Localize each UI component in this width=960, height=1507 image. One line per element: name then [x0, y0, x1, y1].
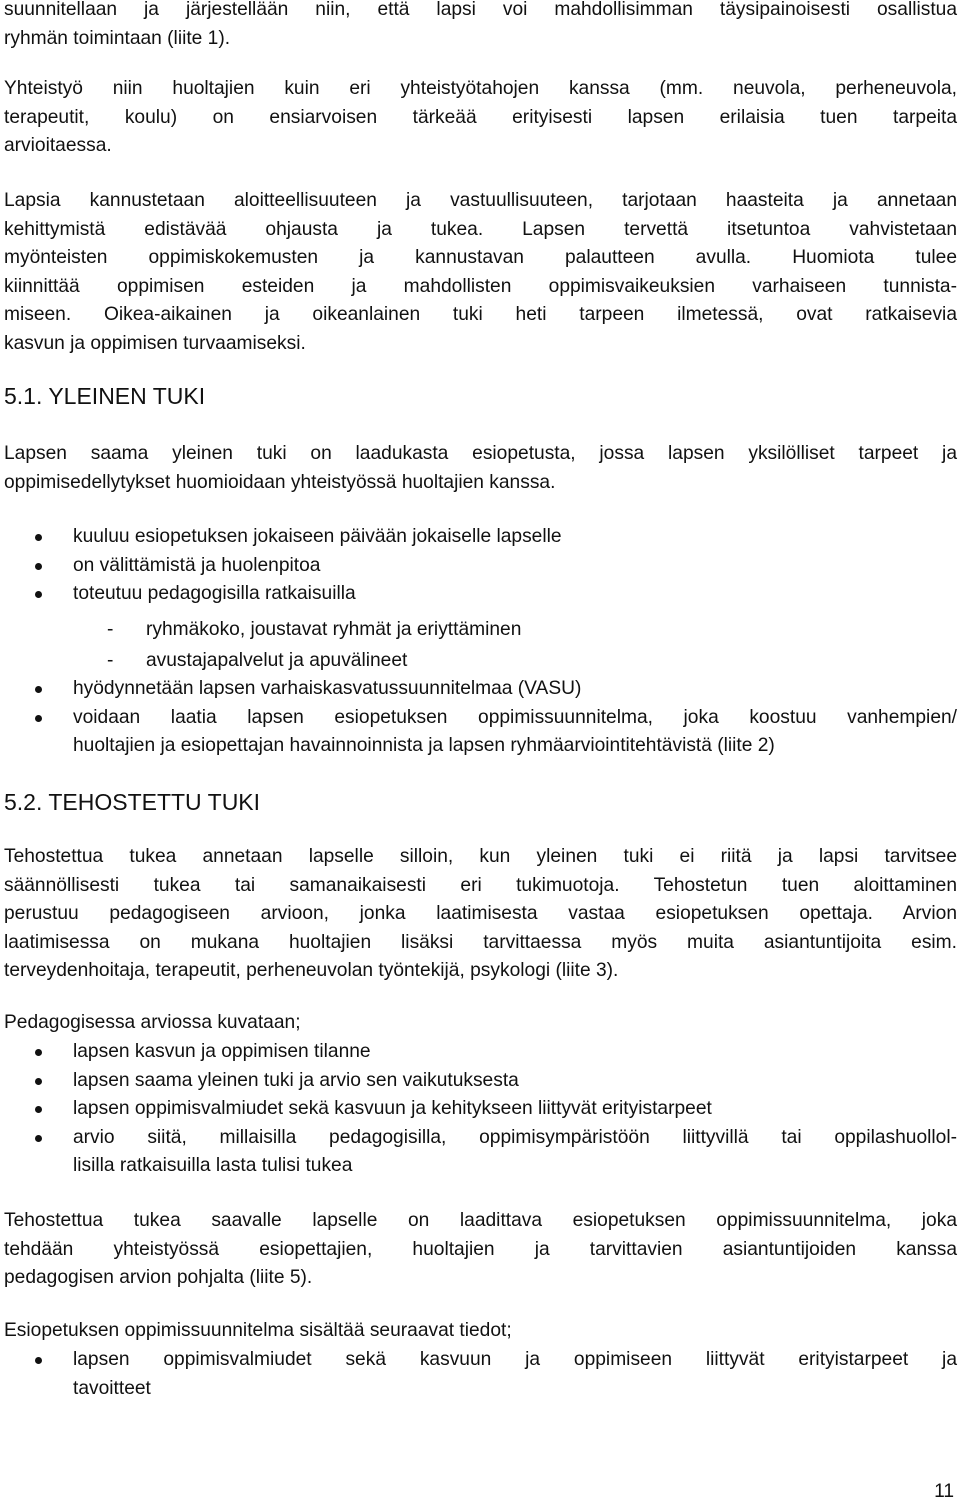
text-line: Lapsia kannustetaan aloitteellisuuteen ja vastuullisuuteen, tarjotaan haasteita ja annetaan — [4, 190, 957, 211]
list-item: lapsen oppimisvalmiudet sekä kasvuun ja kehitykseen liittyvät erityistarpeet — [4, 1095, 957, 1124]
bullet-list-vasu — [4, 675, 957, 761]
text-line: ryhmän toimintaan (liite 1). — [4, 27, 231, 49]
bullet-icon — [35, 1106, 42, 1113]
page-number: 11 — [934, 1481, 954, 1502]
paragraph-encouragement — [4, 187, 957, 358]
section-heading-tehostettu-tuki: 5.2. TEHOSTETTU TUKI — [4, 789, 261, 815]
paragraph-continuation — [4, 0, 957, 53]
list-item: - avustajapalvelut ja apuvälineet — [4, 645, 957, 676]
text-line: voidaan laatia lapsen esiopetuksen oppimissuunnitelma, joka koostuu vanhempien/ — [73, 706, 957, 728]
paragraph-cooperation — [4, 75, 957, 161]
text-line: suunnitellaan ja järjestellään niin, että lapsi voi mahdollisimman täysipainoisesti osallistua — [4, 0, 957, 20]
bullet-icon — [35, 591, 42, 598]
paragraph-yleinen-tuki-intro — [4, 440, 957, 497]
text-line: Yhteistyö niin huoltajien kuin eri yhteistyötahojen kanssa (mm. neuvola, perheneuvola, — [4, 78, 957, 99]
bullet-icon — [35, 1049, 42, 1056]
dash-list-pedagogical-solutions — [4, 614, 957, 676]
text-line: Tehostettua tukea annetaan lapselle silloin, kun yleinen tuki ei riitä ja lapsi tarvitsee — [4, 846, 957, 867]
text-line: lapsen oppimisvalmiudet sekä kasvuun ja oppimiseen liittyvät erityistarpeet ja — [73, 1349, 957, 1370]
text-line: tehdään yhteistyössä esiopettajien, huoltajien ja tarvittavien asiantuntijoiden kanssa — [4, 1238, 957, 1260]
text-line: terveydenhoitaja, terapeutit, perheneuvolan työntekijä, psykologi (liite 3). — [4, 960, 619, 981]
text-line: kasvun ja oppimisen turvaamiseksi. — [4, 332, 306, 354]
text-line: arvioitaessa. — [4, 135, 112, 156]
paragraph-arvio-intro — [4, 1009, 957, 1038]
dash-icon: - — [107, 619, 114, 640]
text-line: kiinnittää oppimisen esteiden ja mahdollisten oppimisvaikeuksien varhaiseen tunnista- — [4, 275, 957, 297]
list-item: lapsen saama yleinen tuki ja arvio sen vaikutuksesta — [4, 1067, 957, 1096]
bullet-list-pedagogical-assessment — [4, 1038, 957, 1181]
bullet-icon — [35, 686, 42, 693]
bullet-list-yleinen-tuki — [4, 523, 957, 609]
text-line: Esiopetuksen oppimissuunnitelma sisältää seuraavat tiedot; — [4, 1320, 512, 1341]
text-line: tavoitteet — [73, 1377, 151, 1399]
text-line: laatimisessa on mukana huoltajien lisäksi tarvittaessa myös muita asiantuntijoita esim. — [4, 931, 957, 953]
text-line: säännöllisesti tukea tai samanaikaisesti eri tukimuotoja. Tehostetun tuen aloittaminen — [4, 874, 957, 896]
text-line: Lapsen saama yleinen tuki on laadukasta esiopetusta, jossa lapsen yksilölliset tarpeet ja — [4, 443, 957, 464]
paragraph-oppimissuunnitelma — [4, 1207, 957, 1293]
text-line: perustuu pedagogiseen arvioon, jonka laatimisesta vastaa esiopetuksen opettaja. Arvion — [4, 903, 957, 924]
text-line: huoltajien ja esiopettajan havainnoinnista ja lapsen ryhmäarviointitehtävistä (liite 2) — [73, 735, 775, 756]
list-item: - ryhmäkoko, joustavat ryhmät ja eriyttäminen — [4, 614, 957, 645]
list-item: hyödynnetään lapsen varhaiskasvatussuunnitelmaa (VASU) — [4, 675, 957, 704]
list-item: on välittämistä ja huolenpitoa — [4, 552, 957, 581]
bullet-icon — [35, 1135, 42, 1142]
list-item: lapsen kasvun ja oppimisen tilanne — [4, 1038, 957, 1067]
list-item — [4, 1124, 957, 1181]
text-line: Pedagogisessa arviossa kuvataan; — [4, 1012, 301, 1033]
text-line: kehittymistä edistävää ohjausta ja tukea. Lapsen tervettä itsetuntoa vahvistetaan — [4, 218, 957, 240]
list-item: toteutuu pedagogisilla ratkaisuilla — [4, 580, 957, 609]
bullet-icon — [35, 534, 42, 541]
list-item: kuuluu esiopetuksen jokaiseen päivään jokaiselle lapselle — [4, 523, 957, 552]
dash-icon: - — [107, 650, 114, 671]
text-line: lisilla ratkaisuilla lasta tulisi tukea — [73, 1155, 353, 1176]
text-line: oppimisedellytykset huomioidaan yhteistyössä huoltajien kanssa. — [4, 471, 556, 493]
text-line: miseen. Oikea-aikainen ja oikeanlainen tuki heti tarpeen ilmetessä, ovat ratkaisevia — [4, 304, 957, 325]
bullet-icon — [35, 1078, 42, 1085]
text-line: myönteisten oppimiskokemusten ja kannustavan palautteen avulla. Huomiota tulee — [4, 247, 957, 268]
paragraph-tehostettu-tuki — [4, 843, 957, 986]
text-line: pedagogisen arvion pohjalta (liite 5). — [4, 1267, 313, 1288]
section-heading-yleinen-tuki: 5.1. YLEINEN TUKI — [4, 383, 206, 409]
text-line: arvio siitä, millaisilla pedagogisilla, oppimisympäristöön liittyvillä tai oppilashuollol- — [73, 1126, 957, 1148]
list-item — [4, 1346, 957, 1403]
bullet-icon — [35, 563, 42, 570]
bullet-list-plan-contents — [4, 1346, 957, 1403]
text-line: terapeutit, koulu) on ensiarvoisen tärkeää erityisesti lapsen erilaisia tuen tarpeita — [4, 106, 957, 128]
paragraph-plan-intro — [4, 1317, 957, 1346]
bullet-icon — [35, 1357, 42, 1364]
list-item — [4, 704, 957, 761]
text-line: Tehostettua tukea saavalle lapselle on laadittava esiopetuksen oppimissuunnitelma, joka — [4, 1210, 957, 1231]
bullet-icon — [35, 715, 42, 722]
